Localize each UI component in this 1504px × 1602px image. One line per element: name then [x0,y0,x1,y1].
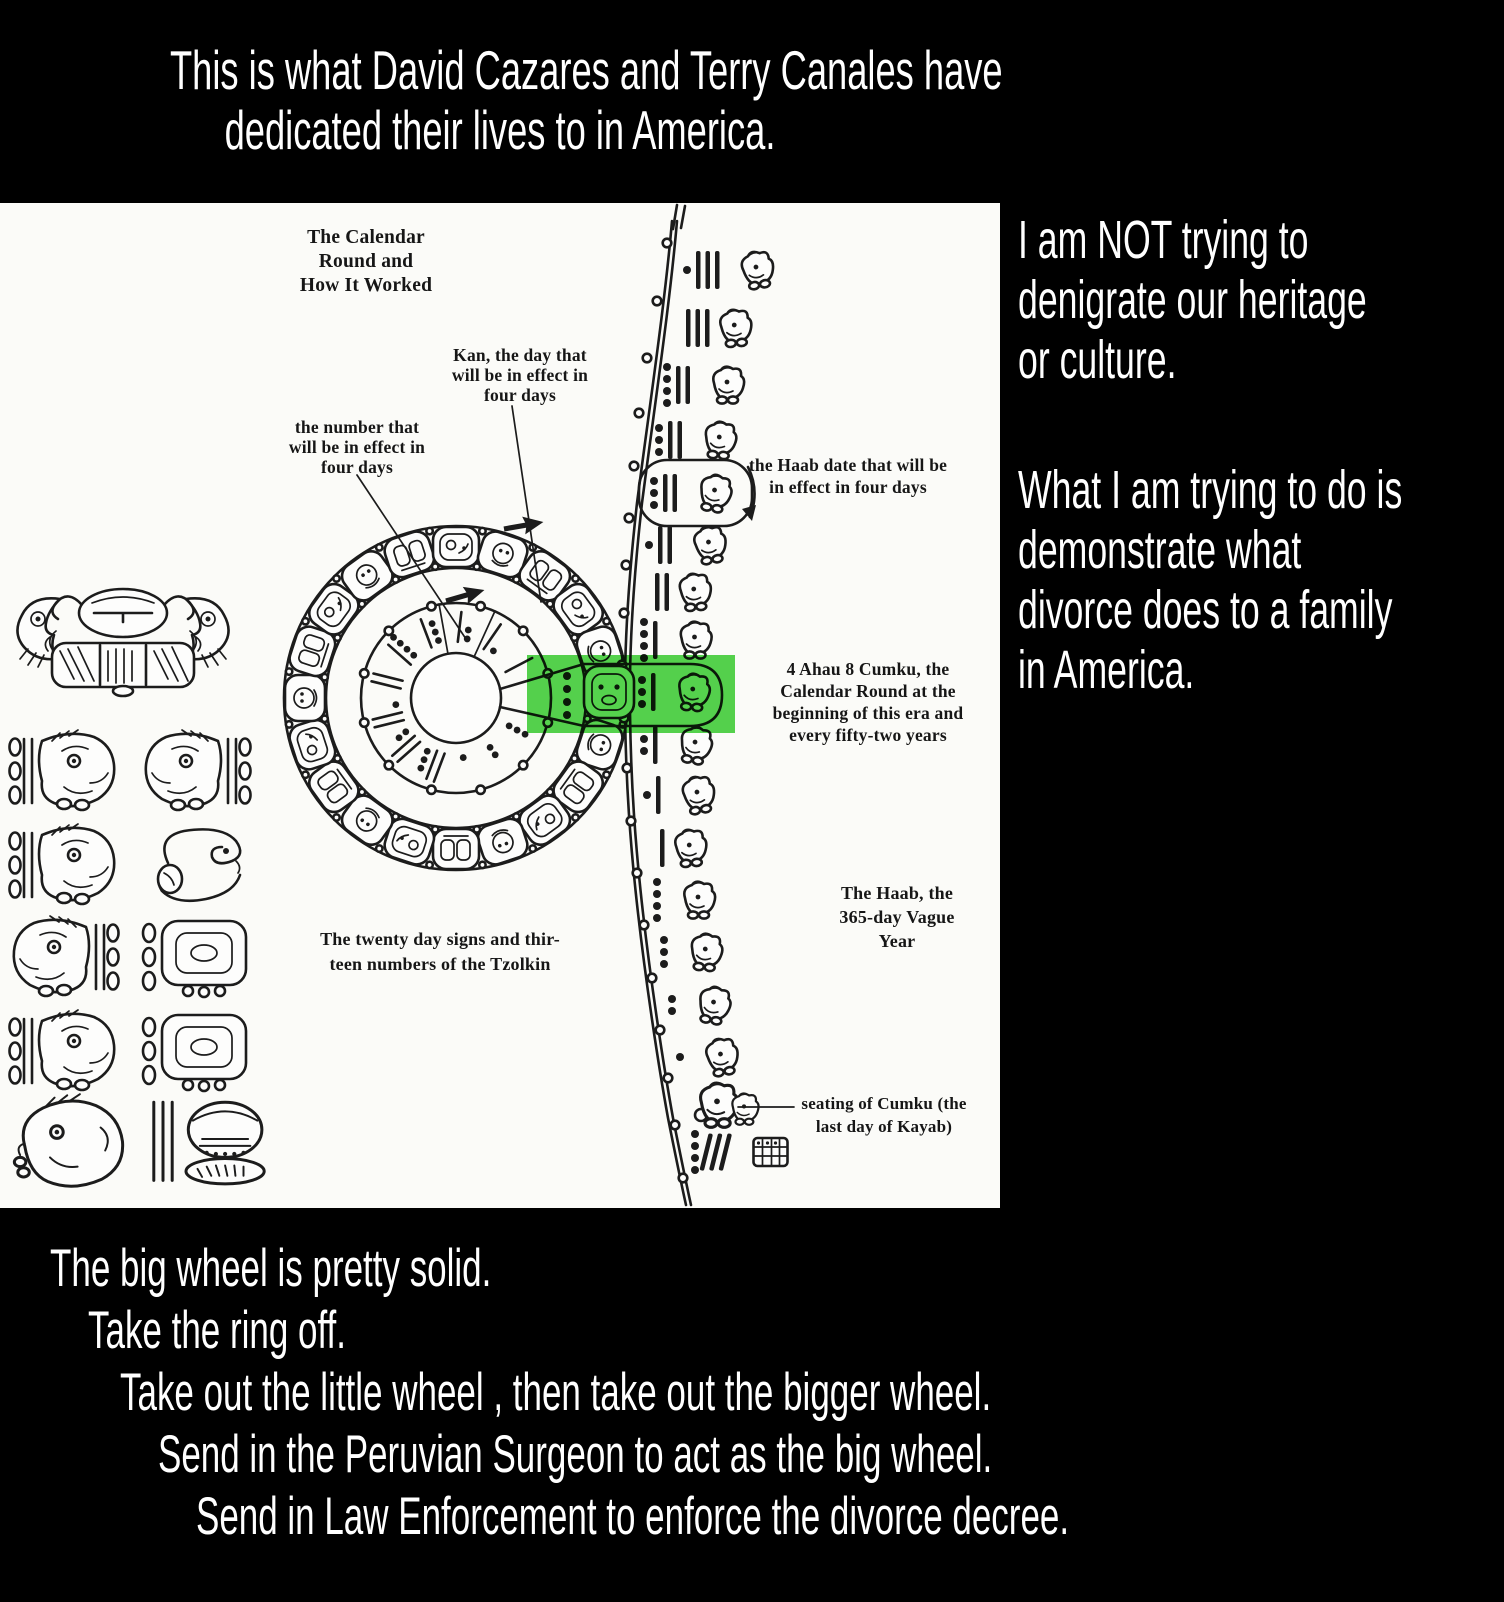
glyph-serpent [158,829,240,900]
seating-label: seating of Cumku (the last day of Kayab) [801,1094,967,1136]
numeral-dot [390,634,397,641]
wheel-bump [427,786,435,794]
ring-nub [530,845,536,851]
haab-month-glyph [713,367,744,404]
haab-month-glyph [674,828,708,867]
numeral-dot [397,640,404,647]
numeral-dot [435,637,442,644]
calendar-diagram-panel [0,203,1000,1208]
numeral-bar [673,474,678,512]
top-caption [0,39,1003,161]
numeral-bar [375,720,404,727]
strip-edge-bump [663,239,672,248]
numeral-dot [691,1166,699,1174]
strip-edge-bump [679,1174,688,1183]
numeral-dot [660,960,668,968]
numeral-bar [678,421,683,459]
numeral-dot [421,756,428,763]
strip-edge-bump [664,1074,673,1083]
numeral-dot [676,1053,684,1061]
numeral-bar [696,251,701,289]
numeral-dot [640,630,648,638]
ring-nub [302,618,308,624]
numeral-dot [465,627,472,634]
haab-year-label: The Haab, the 365-day Vague Year [839,883,955,951]
numeral-dot [424,748,431,755]
glyph-profile [14,1094,122,1186]
numeral-dot [492,751,499,758]
numeral-dot [506,722,513,729]
numeral-dot [640,735,648,743]
wheel-bump [385,627,393,635]
numeral-dot [404,646,411,653]
ring-nub [376,544,382,550]
ring-nub [547,601,553,607]
glyph-frame [143,921,246,997]
strip-edge-bump [635,409,644,418]
haab-month-glyph [740,249,777,291]
numeral-dot [691,1142,699,1150]
text-line: divorce does to a family [1018,580,1393,640]
text-line: What I am trying to do is [1018,460,1403,520]
kan-label: Kan, the day that will be in effect in four days [451,345,589,405]
glyph-frame [143,1015,246,1091]
numeral-bar [656,776,661,814]
numeral-dot [650,489,658,497]
side-commentary [1018,210,1504,700]
haab-month-glyph [692,524,729,566]
haab-month-glyph [684,882,715,919]
glyph-head [14,916,119,996]
numeral-bar [484,624,501,649]
numeral-dot [402,728,409,735]
ring-nub [547,789,553,795]
numeral-dot [655,436,663,444]
text-line: Take the ring off. [88,1301,346,1360]
numeral-dot [417,765,424,772]
ring-nub [426,862,432,868]
numeral-dot [663,399,671,407]
numeral-bar [696,309,701,347]
numeral-bar [653,621,658,659]
ring-nub [572,575,578,581]
text-line: Send in Law Enforcement to enforce the divorce decree. [196,1487,1070,1546]
text-line: denigrate our heritage [1018,270,1367,330]
numeral-dot [691,1154,699,1162]
strip-edge-bump [625,514,634,523]
strip-edge-bump [648,974,657,983]
numeral-dot [660,948,668,956]
numeral-dot [640,618,648,626]
numeral-dot [653,914,661,922]
numeral-dot [655,424,663,432]
strip-start-marks [673,205,685,229]
haab-month-glyph [719,308,753,347]
numeral-dot [663,375,671,383]
strip-edge-bump [643,354,652,363]
bottom-commentary [0,1238,1504,1548]
glyph-head [146,730,251,810]
numeral-dot [655,448,663,456]
text-line: Take out the little wheel , then take out the bigger wheel. [120,1363,992,1422]
number-label: the number that will be in effect in four days [288,417,426,477]
numeral-dot [640,747,648,755]
wheel-bump [360,718,368,726]
ring-nub [286,721,292,727]
numeral-dot [668,995,676,1003]
calendar-round-label: 4 Ahau 8 Cumku, the Calendar Round at the beginning of this era and every fifty-two years [772,659,964,745]
numeral-bar [676,366,681,404]
numeral-dot [514,727,521,734]
ring-nub [302,772,308,778]
numeral-dot [429,620,436,627]
wheel-bump [476,786,484,794]
numeral-dot [653,878,661,886]
numeral-dot [691,1130,699,1138]
ring-nub [426,528,432,534]
side-paragraph-1 [1018,210,1402,390]
tzolkin-day-glyph [433,527,479,567]
numeral-dot [410,652,417,659]
haab-month-glyph [704,421,738,460]
haab-month-glyph [697,473,734,515]
numeral-bar [663,474,668,512]
numeral-bar [373,674,402,681]
haab-month-glyph [681,622,712,659]
number-wheel [360,602,552,794]
ring-nub [603,618,609,624]
haab-date-label: the Haab date that will be in effect in four days [748,455,948,497]
wheel-bump [360,669,368,677]
numeral-bar [705,309,710,347]
strip-edge-bump [623,764,632,773]
glyph-head [10,824,115,904]
haab-month-glyph [679,572,713,611]
ring-nub [479,862,485,868]
strip-edge-bump [633,869,642,878]
numeral-bar [706,251,711,289]
wheel-bump [519,627,527,635]
text-line: in America. [1018,640,1195,700]
numeral-dot [660,936,668,944]
numeral-dot [432,629,439,636]
alignment-highlight [527,655,735,733]
numeral-dot [653,902,661,910]
text-line: I am NOT trying to [1018,210,1309,270]
ring-nub [333,814,339,820]
strip-edge-bump [671,1121,680,1130]
ring-nub [333,575,339,581]
numeral-bar [398,742,420,762]
numeral-dot [392,701,399,708]
numeral-dot [645,541,653,549]
text-line: Send in the Peruvian Surgeon to act as the big wheel. [158,1425,993,1484]
numeral-dot [650,501,658,509]
ring-nub [479,528,485,534]
numeral-bar [660,829,665,867]
wheel-bump [385,761,393,769]
numeral-dot [668,1007,676,1015]
numeral-bar [715,251,720,289]
numeral-dot [653,890,661,898]
numeral-bar [392,736,414,756]
strip-edge-bump [653,297,662,306]
numeral-dot [396,734,403,741]
strip-edge-bump [640,921,649,930]
text-line: or culture. [1018,330,1177,390]
haab-month-glyph [690,933,724,972]
seating-of-cumku-glyph [732,1093,758,1124]
haab-month-glyph [696,985,733,1027]
strip-edge-bump [620,609,629,618]
numeral-bar [665,573,670,611]
side-paragraph-2 [1018,460,1402,700]
ring-nub [359,789,365,795]
numeral-dot [643,791,651,799]
glyph-oval [154,1102,264,1184]
glyph-head [10,730,115,810]
diagram-title: The Calendar Round and How It Worked [299,227,433,296]
numeral-dot [640,642,648,650]
text-line: demonstrate what [1018,520,1302,580]
numeral-dot [663,363,671,371]
text-line: This is what David Cazares and Terry Canales have [170,39,1003,101]
numeral-bar [686,366,691,404]
numeral-bar [668,526,673,564]
tzolkin-day-glyph [285,675,325,721]
ring-nub [603,772,609,778]
numeral-dot [650,477,658,485]
text-line: dedicated their lives to in America. [224,99,776,161]
numeral-bar [373,712,402,719]
haab-month-glyph [681,774,718,816]
numeral-dot [490,647,497,654]
calendar-round-figure [0,203,1000,1208]
wheel-bump [519,761,527,769]
numeral-dot [460,754,467,761]
numeral-bar [668,421,673,459]
ring-nub [572,814,578,820]
haab-month-glyph [704,1036,741,1078]
numeral-dot [683,266,691,274]
wheel-bump [427,602,435,610]
strip-edge-bump [622,561,631,570]
strip-edge-bump [656,1026,665,1035]
mat-pop-glyph [754,1138,788,1166]
intro-fish-glyph [17,589,228,696]
tzolkin-label: The twenty day signs and thir-teen numbers of the Tzolkin [320,929,560,974]
numeral-bar [686,309,691,347]
strip-edge-bump [627,817,636,826]
numeral-bar [658,526,663,564]
numeral-dot [663,387,671,395]
glyph-head [10,1010,115,1090]
numeral-bar [372,681,401,688]
left-glyph-column [10,589,265,1186]
numeral-dot [487,744,494,751]
numeral-bar [655,573,660,611]
ring-nub [359,601,365,607]
strip-edge-bump [630,462,639,471]
ring-nub [286,668,292,674]
ring-nub [376,845,382,851]
text-line: The big wheel is pretty solid. [50,1239,492,1298]
tzolkin-day-glyph [433,829,479,869]
wheel-bump [476,602,484,610]
